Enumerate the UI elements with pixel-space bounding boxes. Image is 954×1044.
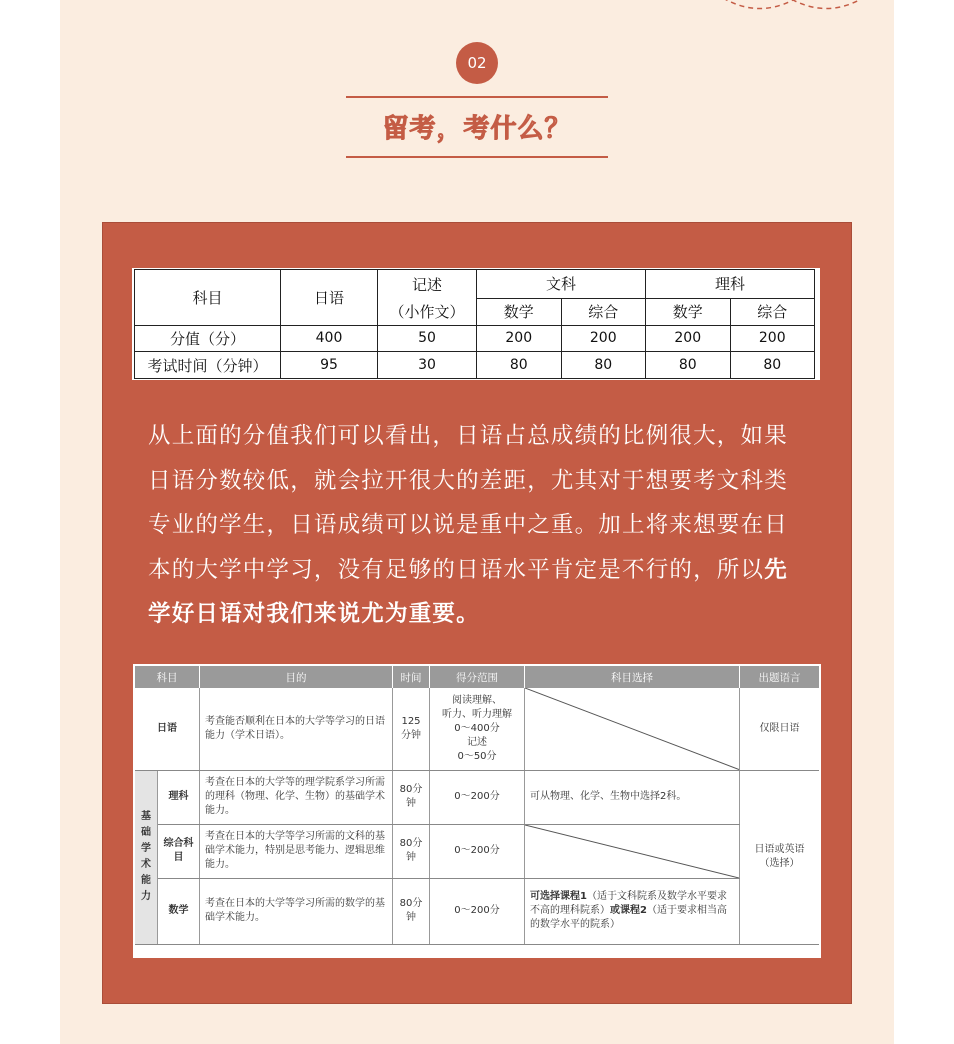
general-choice-empty — [525, 824, 740, 878]
score-cell: 200 — [477, 325, 562, 352]
japanese-range — [430, 688, 525, 770]
section-number-badge: 02 — [456, 42, 498, 84]
col-header-language: 出题语言 — [740, 666, 820, 688]
time-cell: 30 — [378, 352, 477, 379]
time-row-label: 考试时间（分钟） — [135, 352, 281, 379]
arts-general-header: 综合 — [561, 298, 646, 325]
subject-header: 科目 — [135, 270, 281, 326]
score-row-label: 分值（分） — [135, 325, 281, 352]
general-range: 0～200分 — [430, 824, 525, 878]
score-cell: 50 — [378, 325, 477, 352]
diagonal-line — [525, 825, 739, 878]
col-header-subject: 科目 — [135, 666, 200, 688]
essay-header-line2: （小作文） — [378, 298, 477, 325]
score-cell: 400 — [281, 325, 378, 352]
score-cell: 200 — [646, 325, 731, 352]
range-line: 记述 — [467, 736, 487, 748]
paragraph-emphasis: 先学好日语对我们来说尤为重要。 — [148, 556, 788, 627]
general-purpose: 考查在日本的大学等学习所需的文科的基础学术能力，特别是思考能力、逻辑思维能力。 — [200, 824, 393, 878]
essay-header-line1: 记述 — [378, 270, 477, 299]
science-time: 80分钟 — [393, 770, 430, 824]
paragraph-text: 从上面的分值我们可以看出，日语占总成绩的比例很大，如果日语分数较低，就会拉开很大的差距，尤其对于想要考文科类专业的学生，日语成绩可以说是重中之重。加上将来想要在日本的大学中学习，没有足够的日语水平肯定是不行的，所以 — [148, 423, 788, 583]
time-cell: 80 — [561, 352, 646, 379]
other-language: 日语或英语（选择） — [740, 770, 820, 944]
math-range: 0～200分 — [430, 878, 525, 944]
math-choice — [525, 878, 740, 944]
japanese-choice-empty — [525, 688, 740, 770]
score-cell: 200 — [561, 325, 646, 352]
time-cell: 80 — [730, 352, 815, 379]
science-general-header: 综合 — [730, 298, 815, 325]
math-purpose: 考查在日本的大学等学习所需的数学的基础学术能力。 — [200, 878, 393, 944]
math-time: 80分钟 — [393, 878, 430, 944]
time-cell: 95 — [281, 352, 378, 379]
math-subject: 数学 — [158, 878, 200, 944]
japanese-time: 125分钟 — [393, 688, 430, 770]
range-line: 阅读理解、 — [452, 694, 502, 706]
diagonal-line — [525, 688, 739, 770]
general-subject: 综合科目 — [158, 824, 200, 878]
science-math-header: 数学 — [646, 298, 731, 325]
explanation-paragraph — [148, 414, 808, 637]
japanese-subject: 日语 — [135, 688, 200, 770]
arts-math-header: 数学 — [477, 298, 562, 325]
japanese-purpose: 考查能否顺利在日本的大学等学习的日语能力（学术日语）。 — [200, 688, 393, 770]
range-line: 0～50分 — [457, 750, 497, 762]
time-cell: 80 — [646, 352, 731, 379]
time-cell: 80 — [477, 352, 562, 379]
score-cell: 200 — [730, 325, 815, 352]
range-line: 听力、听力理解 — [442, 708, 512, 720]
course1-label: 可选择课程1 — [530, 891, 587, 902]
arts-header: 文科 — [477, 270, 646, 299]
title-bottom-rule — [346, 156, 608, 158]
col-header-choice: 科目选择 — [525, 666, 740, 688]
range-line: 0～400分 — [454, 722, 500, 734]
section-title: 留考，考什么？ — [382, 114, 572, 144]
score-table — [132, 268, 820, 380]
science-choice: 可从物理、化学、生物中选择2科。 — [525, 770, 740, 824]
col-header-range: 得分范围 — [430, 666, 525, 688]
japanese-language: 仅限日语 — [740, 688, 820, 770]
course1-desc: （适于文科院系及数学水平要求不高的理科院系） — [530, 891, 727, 916]
general-time: 80分钟 — [393, 824, 430, 878]
science-range: 0～200分 — [430, 770, 525, 824]
course2-desc: （适于要求相当高的数学水平的院系） — [530, 905, 727, 930]
col-header-time: 时间 — [393, 666, 430, 688]
course2-label: 或课程2 — [610, 905, 647, 916]
science-header: 理科 — [646, 270, 815, 299]
basic-ability-label: 基础学术能力 — [135, 770, 158, 944]
col-header-purpose: 目的 — [200, 666, 393, 688]
exam-detail-table — [133, 664, 821, 958]
decorative-dashed-arc — [718, 0, 868, 10]
science-subject: 理科 — [158, 770, 200, 824]
japanese-header: 日语 — [281, 270, 378, 326]
title-top-rule — [346, 96, 608, 98]
science-purpose: 考查在日本的大学等的理学院系学习所需的理科（物理、化学、生物）的基础学术能力。 — [200, 770, 393, 824]
